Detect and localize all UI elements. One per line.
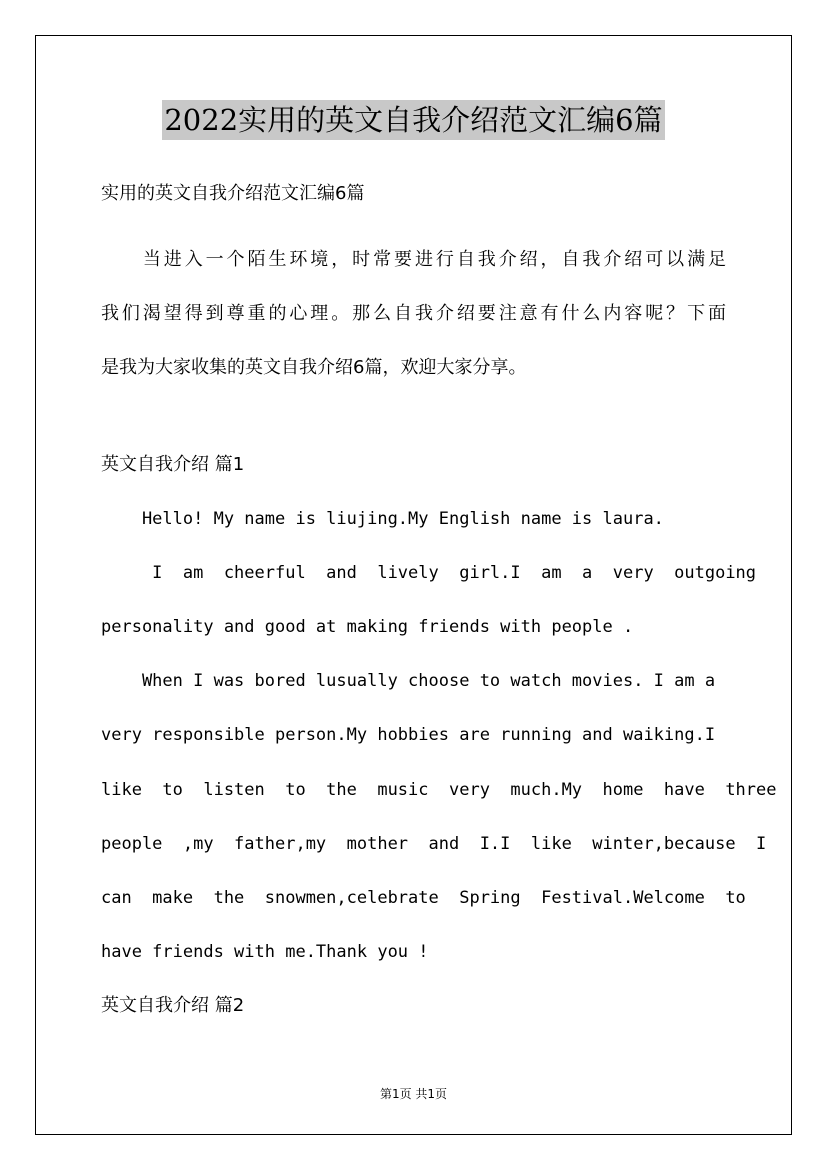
body-line: When I was bored lusually choose to watch movies. I am a — [101, 671, 716, 691]
intro-paragraph — [101, 233, 726, 395]
section-heading: 英文自我介绍 篇1 — [101, 454, 245, 475]
intro-line: 是我为大家收集的英文自我介绍6篇，欢迎大家分享。 — [101, 357, 527, 378]
body-line: very responsible person.My hobbies are running and waiking.I — [101, 725, 716, 745]
body-line: I am cheerful and lively girl.I am a very outgoing — [101, 563, 757, 583]
intro-line: 当进入一个陌生环境，时常要进行自我介绍，自我介绍可以满足 — [101, 249, 726, 270]
intro-line: 我们渴望得到尊重的心理。那么自我介绍要注意有什么内容呢？下面 — [101, 303, 726, 324]
section-heading: 英文自我介绍 篇2 — [101, 995, 245, 1016]
body-line: personality and good at making friends with people . — [101, 617, 634, 637]
page-footer: 第1页 共1页 — [379, 1087, 448, 1101]
body-line: have friends with me.Thank you ! — [101, 942, 429, 962]
body-line: people ,my father,my mother and I.I like winter,because I — [101, 834, 767, 854]
body-line: Hello! My name is liujing.My English name is laura. — [101, 509, 664, 529]
body-line: like to listen to the music very much.My home have three — [101, 780, 777, 800]
title-container — [0, 100, 827, 140]
body-line: can make the snowmen,celebrate Spring Festival.Welcome to — [101, 888, 746, 908]
document-title: 2022实用的英文自我介绍范文汇编6篇 — [162, 100, 664, 140]
document-subtitle: 实用的英文自我介绍范文汇编6篇 — [101, 183, 365, 204]
